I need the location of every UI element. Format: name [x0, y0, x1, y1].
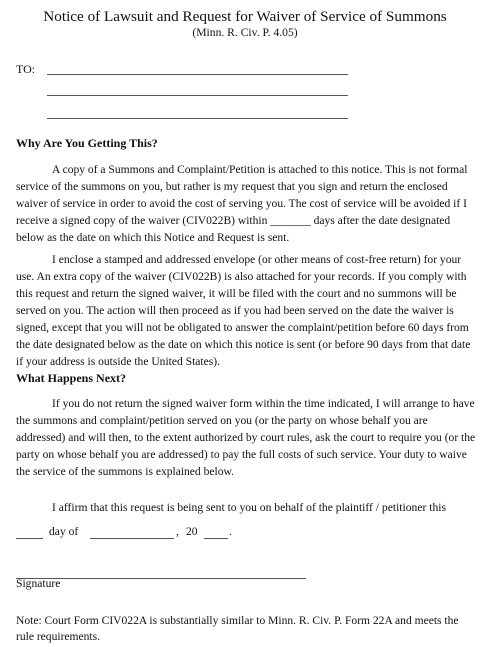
date-period: .	[229, 525, 232, 538]
to-label: TO:	[16, 62, 36, 76]
month-blank[interactable]	[90, 538, 174, 539]
days-blank[interactable]: _______	[270, 215, 311, 227]
year-prefix: 20	[186, 525, 198, 538]
day-of-label: day of	[49, 525, 79, 538]
year-blank[interactable]	[204, 538, 228, 539]
footer-note: Note: Court Form CIV022A is substantially similar to Minn. R. Civ. P. Form 22A and meets the rule requirements.	[16, 615, 459, 643]
signature-label: Signature	[16, 577, 61, 590]
to-address-line-3[interactable]	[47, 118, 348, 119]
paragraph-text: days after the date designated below as the date on which this Notice and Request is sent.	[16, 215, 451, 244]
section-heading-what-next: What Happens Next?	[16, 371, 127, 385]
to-address-line-2[interactable]	[47, 95, 348, 96]
paragraph-envelope: I enclose a stamped and addressed envelope (or other means of cost-free return) for your use. An extra copy of the waiver (CIV022B) is also attached for your records. If you comply with this request and return the signed waiver, it will be filed with the court and no summons will be served on you. The action will then proceed as if you had been served on the date the waiver is signed, except that you will not be obligated to answer the complaint/petition before 60 days from the date designated below as the date on which this notice is sent (or before 90 days from that date if your address is outside the United States).	[16, 254, 471, 368]
document-title: Notice of Lawsuit and Request for Waiver of Service of Summons	[43, 8, 447, 25]
paragraph-copy-attached	[16, 162, 478, 247]
document-subtitle: (Minn. R. Civ. P. 4.05)	[192, 26, 298, 39]
date-comma: ,	[176, 525, 179, 538]
section-heading-why: Why Are You Getting This?	[16, 136, 158, 150]
to-address-line-1[interactable]	[47, 74, 348, 75]
paragraph-text: A copy of a Summons and Complaint/Petition is attached to this notice. This is not formal service of the summons on you, but rather is my request that you sign and return the enclosed waiver of service in order to avoid the cost of serving you. The cost of service will be avoided if I receive a signed copy of the waiver (CIV022B) within	[16, 164, 468, 227]
paragraph-what-next: If you do not return the signed waiver form within the time indicated, I will arrange to have the summons and complaint/petition served on you (or the party on whose behalf you are addressed) and will then, to the extent authorized by court rules, ask the court to require you (or the party on whose behalf you are addressed) to pay the full costs of such service. Your duty to waive the service of the summons is explained below.	[16, 398, 476, 478]
affirmation-text: I affirm that this request is being sent to you on behalf of the plaintiff / petitioner this	[52, 501, 447, 514]
day-blank[interactable]	[16, 538, 43, 539]
